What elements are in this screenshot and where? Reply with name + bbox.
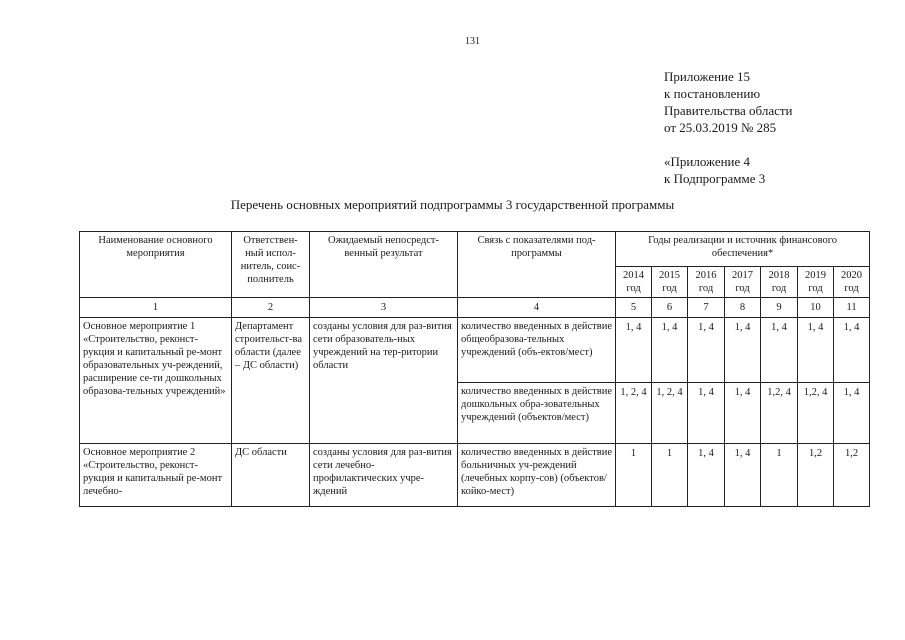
column-number: 10	[798, 298, 834, 318]
column-number: 2	[232, 298, 310, 318]
document-title: Перечень основных мероприятий подпрограммы 3 государственной программы	[230, 197, 675, 212]
appendix-block	[664, 68, 793, 136]
column-number: 1	[80, 298, 232, 318]
year-value: 1,2, 4	[798, 383, 834, 444]
appendix-line: «Приложение 4	[664, 154, 751, 169]
year-value: 1, 4	[798, 318, 834, 383]
measure-name: Основное мероприятие 1 «Строительство, реконст-рукция и капитальный ре-монт образовательных уч-реждений, расширение се-ти дошкольных образова-тельных учреждений»	[80, 318, 232, 444]
page-number: 131	[465, 36, 480, 47]
measures-table	[79, 231, 870, 507]
year-value: 1,2, 4	[761, 383, 798, 444]
year-header: 2014 год	[616, 267, 652, 298]
year-header: 2019 год	[798, 267, 834, 298]
year-value: 1	[761, 444, 798, 507]
sub-appendix-block	[664, 153, 765, 187]
indicator-text: количество введенных в действие общеобразова-тельных учреждений (объ-ектов/мест)	[458, 318, 616, 383]
appendix-line: к Подпрограмме 3	[664, 171, 766, 186]
year-value: 1,2	[834, 444, 870, 507]
measure-responsible: ДС области	[232, 444, 310, 507]
year-value: 1,2	[798, 444, 834, 507]
header-row	[80, 232, 870, 267]
column-number: 6	[652, 298, 688, 318]
indicator-text: количество введенных в действие больничных уч-реждений (лечебных корпу-сов) (объектов/койко-мест)	[458, 444, 616, 507]
header-responsible: Ответствен-ный испол-нитель, соис-полнитель	[232, 232, 310, 298]
header-result: Ожидаемый непосредст-венный результат	[310, 232, 458, 298]
column-number: 9	[761, 298, 798, 318]
year-value: 1, 4	[688, 383, 725, 444]
appendix-line: Правительства области	[664, 103, 793, 118]
indicator-text: количество введенных в действие дошкольных обра-зовательных учреждений (объектов/мест)	[458, 383, 616, 444]
column-number: 8	[725, 298, 761, 318]
year-value: 1, 4	[761, 318, 798, 383]
column-number-row	[80, 298, 870, 318]
column-number: 7	[688, 298, 725, 318]
year-value: 1, 2, 4	[652, 383, 688, 444]
year-value: 1, 4	[688, 444, 725, 507]
year-header: 2018 год	[761, 267, 798, 298]
column-number: 5	[616, 298, 652, 318]
header-name: Наименование основного мероприятия	[80, 232, 232, 298]
appendix-line: к постановлению	[664, 86, 761, 101]
year-value: 1, 4	[652, 318, 688, 383]
column-number: 4	[458, 298, 616, 318]
year-header: 2015 год	[652, 267, 688, 298]
year-value: 1, 4	[725, 383, 761, 444]
year-value: 1, 4	[725, 444, 761, 507]
year-value: 1	[652, 444, 688, 507]
year-value: 1, 4	[616, 318, 652, 383]
year-header: 2020 год	[834, 267, 870, 298]
year-header: 2016 год	[688, 267, 725, 298]
appendix-line: Приложение 15	[664, 69, 751, 84]
year-value: 1, 2, 4	[616, 383, 652, 444]
year-value: 1, 4	[688, 318, 725, 383]
table-row	[80, 444, 870, 507]
measure-result: созданы условия для раз-вития сети образователь-ных учреждений на тер-ритории области	[310, 318, 458, 444]
table-row	[80, 318, 870, 383]
year-value: 1	[616, 444, 652, 507]
measure-result: созданы условия для раз-вития сети лечебно-профилактических учре-ждений	[310, 444, 458, 507]
measure-responsible: Департамент строительст-ва области (далее – ДС области)	[232, 318, 310, 444]
year-value: 1, 4	[834, 383, 870, 444]
appendix-line: от 25.03.2019 № 285	[664, 120, 777, 135]
measure-name: Основное мероприятие 2 «Строительство, реконст-рукция и капитальный ре-монт лечебно-	[80, 444, 232, 507]
column-number: 3	[310, 298, 458, 318]
header-link: Связь с показателями под-программы	[458, 232, 616, 298]
header-years-group: Годы реализации и источник финансового обеспечения*	[616, 232, 870, 267]
column-number: 11	[834, 298, 870, 318]
year-header: 2017 год	[725, 267, 761, 298]
year-value: 1, 4	[834, 318, 870, 383]
year-value: 1, 4	[725, 318, 761, 383]
